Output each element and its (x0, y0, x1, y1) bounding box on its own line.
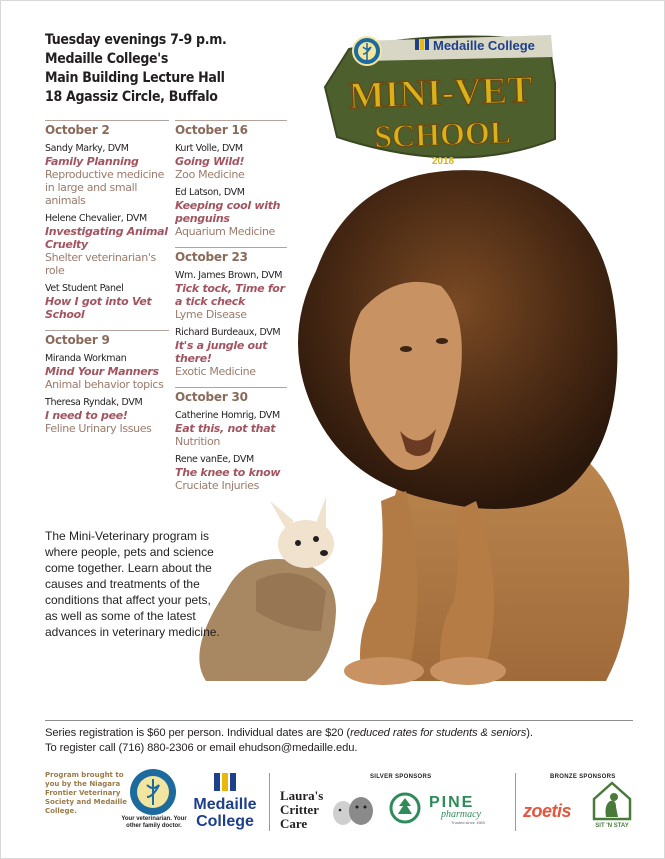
speaker-name: Richard Burdeaux, DVM (175, 327, 281, 338)
event-address: 18 Agassiz Circle, Buffalo (45, 89, 218, 105)
session-title: I need to pee! (45, 409, 128, 422)
session-topic: Aquarium Medicine (175, 225, 275, 238)
session-date: October 30 (175, 390, 248, 404)
session-topic: Cruciate Injuries (175, 479, 259, 492)
speaker-name: Vet Student Panel (45, 283, 124, 294)
session-topic: Lyme Disease (175, 308, 247, 321)
medaille-bars-icon (205, 771, 245, 791)
speaker-name: Kurt Volle, DVM (175, 143, 243, 154)
session-title: Eat this, not that (175, 422, 276, 435)
speaker-name: Ed Latson, DVM (175, 187, 245, 198)
session-item (175, 143, 287, 181)
zoetis-logo: zoetis (523, 801, 572, 821)
speaker-name: Rene vanEe, DVM (175, 454, 254, 465)
pets-photo-icon (331, 791, 377, 829)
session-item (45, 283, 169, 321)
schedule-date-group (45, 330, 169, 435)
session-item (175, 327, 287, 378)
date-divider (45, 120, 169, 121)
speaker-name: Sandy Marky, DVM (45, 143, 129, 154)
nfvs-tagline: Your veterinarian. Your other family doctor. (121, 816, 187, 829)
session-title: Tick tock, Time for a tick check (175, 282, 285, 308)
speaker-name: Theresa Ryndak, DVM (45, 397, 143, 408)
session-date: October 9 (45, 333, 110, 347)
session-item (45, 143, 169, 207)
sit-n-stay-name: SIT 'N STAY (595, 823, 629, 829)
bronze-sponsors-heading: BRONZE SPONSORS (550, 774, 616, 780)
registration-contact: To register call (716) 880-2306 or email ehudson@medaille.edu. (45, 742, 358, 754)
logo-title-line2: SCHOOL (373, 113, 512, 155)
logo-year: 2018 (431, 156, 455, 167)
logo-title-line1: MINI-VET (348, 68, 534, 118)
pine-pharmacy-word: pharmacy (441, 809, 481, 820)
medaille-name-line2: College (196, 813, 254, 830)
schedule-date-group (175, 247, 287, 378)
session-topic: Nutrition (175, 435, 221, 448)
event-info (45, 31, 227, 107)
session-item (175, 454, 287, 492)
date-divider (175, 387, 287, 388)
medaille-college-logo (189, 771, 261, 830)
mini-vet-school-logo (319, 27, 565, 177)
session-item (175, 270, 287, 321)
session-title: Keeping cool with penguins (175, 199, 281, 225)
speaker-name: Miranda Workman (45, 353, 127, 364)
session-title: Going Wild! (175, 155, 245, 168)
sit-n-stay-logo (590, 779, 634, 829)
session-title: Mind Your Manners (45, 365, 159, 378)
pine-name: PINE (429, 794, 475, 811)
speaker-name: Catherine Homrig, DVM (175, 410, 280, 421)
nfvs-seal-logo (128, 767, 178, 817)
session-title: It's a jungle out there! (175, 339, 268, 365)
medaille-name-line1: Medaille (193, 796, 257, 813)
sponsor-divider (269, 773, 270, 831)
brought-by-note: Program brought to you by the Niagara Frontier Veterinary Society and Medaille College. (45, 771, 128, 815)
schedule-column-left (45, 120, 169, 444)
session-date: October 2 (45, 123, 110, 137)
sponsor-divider (515, 773, 516, 831)
event-hall: Main Building Lecture Hall (45, 70, 225, 86)
date-divider (175, 247, 287, 248)
speaker-name: Wm. James Brown, DVM (175, 270, 283, 281)
schedule-date-group (175, 387, 287, 492)
session-date: October 23 (175, 250, 248, 264)
pine-tagline: Trusted since 1983 (451, 820, 485, 825)
event-venue: Medaille College's (45, 51, 169, 67)
session-item (175, 187, 287, 238)
session-topic: Exotic Medicine (175, 365, 256, 378)
schedule-date-group (175, 120, 287, 238)
registration-pricing: Series registration is $60 per person. Individual dates are $20 (reduced rates for students & seniors). (45, 727, 533, 739)
session-title: The knee to know (175, 466, 281, 479)
silver-sponsors-heading: SILVER SPONSORS (370, 774, 432, 780)
session-title: Investigating Animal Cruelty (45, 225, 168, 251)
session-item (45, 397, 169, 435)
schedule-column-right (175, 120, 287, 501)
session-title: How I got into Vet School (45, 295, 152, 321)
lauras-critter-care-logo: Laura's Critter Care (280, 788, 324, 831)
session-topic: Shelter veterinarian's role (45, 251, 156, 277)
speaker-name: Helene Chevalier, DVM (45, 213, 147, 224)
event-time: Tuesday evenings 7-9 p.m. (45, 32, 227, 48)
session-topic: Zoo Medicine (175, 168, 245, 181)
session-item (175, 410, 287, 448)
pine-pharmacy-logo (389, 790, 505, 826)
session-title: Family Planning (45, 155, 139, 168)
logo-college-name: Medaille College (433, 38, 535, 53)
program-description: The Mini-Veterinary program is where people, pets and science come together. Learn about the causes and treatments of the conditions that affect your pets, as well as some of the latest advances in veterinary medicine. (45, 529, 220, 639)
session-topic: Animal behavior topics (45, 378, 164, 391)
session-item (45, 353, 169, 391)
registration-info (45, 726, 645, 756)
footer-divider (45, 720, 633, 721)
session-topic: Reproductive medicine in large and small animals (45, 168, 165, 207)
date-divider (175, 120, 287, 121)
session-date: October 16 (175, 123, 248, 137)
schedule-date-group (45, 120, 169, 321)
session-topic: Feline Urinary Issues (45, 422, 152, 435)
session-item (45, 213, 169, 277)
date-divider (45, 330, 169, 331)
